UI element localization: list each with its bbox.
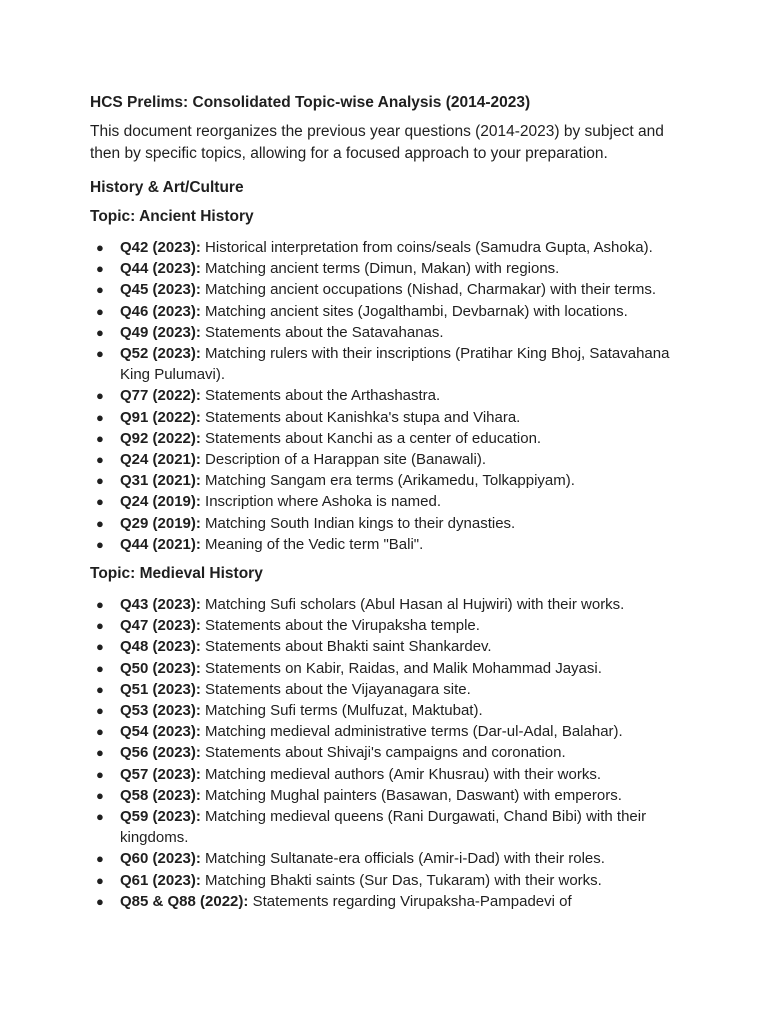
- list-item: [90, 279, 690, 300]
- question-label: Q46 (2023):: [120, 302, 201, 320]
- list-item: [90, 700, 690, 721]
- question-label: Q42 (2023):: [120, 239, 201, 256]
- question-label: Q59 (2023):: [120, 808, 201, 826]
- question-description: Statements about the Arthashastra.: [200, 387, 441, 405]
- question-label: Q49 (2023):: [120, 323, 201, 341]
- question-label: Q60 (2023):: [120, 850, 201, 868]
- list-item: [90, 385, 690, 406]
- bullet-icon: ●: [96, 681, 104, 697]
- bullet-icon: ●: [96, 851, 104, 867]
- question-description: Statements on Kabir, Raidas, and Malik Mohammad Jayasi.: [200, 659, 602, 677]
- bullet-icon: ●: [96, 409, 104, 425]
- question-description: Statements about the Vijayanagara site.: [200, 680, 471, 698]
- question-description: Description of a Harappan site (Banawali).: [200, 451, 487, 469]
- section-heading: History & Art/Culture: [90, 179, 244, 196]
- question-label: Q31 (2021):: [120, 472, 201, 490]
- topic-heading: Topic: Medieval History: [90, 565, 263, 583]
- question-description: Matching Sufi terms (Mulfuzat, Maktubat).: [200, 702, 483, 720]
- question-label: Q53 (2023):: [120, 702, 201, 720]
- list-item: [90, 658, 690, 679]
- question-description: Historical interpretation from coins/seals (Samudra Gupta, Ashoka).: [200, 239, 653, 256]
- question-description: Statements about Kanishka's stupa and Vihara.: [200, 408, 521, 426]
- question-label: Q85 & Q88 (2022):: [120, 892, 249, 910]
- bullet-icon: ●: [96, 703, 104, 719]
- list-item: [90, 428, 690, 449]
- bullet-icon: ●: [96, 282, 104, 298]
- question-list: [90, 594, 690, 912]
- list-item: [90, 764, 690, 785]
- question-description: Statements about Kanchi as a center of education.: [200, 429, 542, 447]
- question-label: Q45 (2023):: [120, 281, 201, 299]
- document-intro: This document reorganizes the previous year questions (2014-2023) by subject and then by specific topics, allowing for a focused approach to your preparation.: [90, 123, 664, 162]
- topic-heading: Topic: Ancient History: [90, 208, 254, 225]
- bullet-icon: ●: [96, 452, 104, 468]
- bullet-icon: ●: [96, 597, 104, 613]
- question-description: Inscription where Ashoka is named.: [200, 493, 441, 511]
- list-item: [90, 449, 690, 470]
- question-label: Q61 (2023):: [120, 871, 201, 889]
- list-item: [90, 636, 690, 657]
- question-description: Matching Sangam era terms (Arikamedu, Tolkappiyam).: [200, 472, 575, 490]
- question-label: Q51 (2023):: [120, 680, 201, 698]
- bullet-icon: ●: [96, 261, 104, 277]
- bullet-icon: ●: [96, 660, 104, 676]
- question-description: Matching ancient terms (Dimun, Makan) with regions.: [200, 260, 560, 278]
- question-list: [90, 237, 690, 555]
- question-label: Q44 (2023):: [120, 260, 201, 278]
- question-description: Statements about the Virupaksha temple.: [200, 617, 480, 635]
- question-description: Statements regarding Virupaksha-Pampadevi of: [248, 892, 572, 910]
- bullet-icon: ●: [96, 809, 104, 825]
- question-description: Matching Sultanate-era officials (Amir-i-Dad) with their roles.: [200, 850, 605, 868]
- list-item: [90, 870, 690, 891]
- question-label: Q24 (2019):: [120, 493, 201, 511]
- bullet-icon: ●: [96, 240, 104, 255]
- question-label: Q44 (2021):: [120, 535, 201, 553]
- question-label: Q50 (2023):: [120, 659, 201, 677]
- bullet-icon: ●: [96, 724, 104, 740]
- question-label: Q47 (2023):: [120, 617, 201, 635]
- bullet-icon: ●: [96, 388, 104, 404]
- question-label: Q91 (2022):: [120, 408, 201, 426]
- bullet-icon: ●: [96, 872, 104, 888]
- list-item: [90, 491, 690, 512]
- list-item: [90, 301, 690, 322]
- list-item: [90, 679, 690, 700]
- bullet-icon: ●: [96, 346, 104, 362]
- question-description: Matching medieval authors (Amir Khusrau) with their works.: [200, 765, 602, 783]
- document-page: [90, 92, 690, 920]
- bullet-icon: ●: [96, 430, 104, 446]
- bullet-icon: ●: [96, 303, 104, 319]
- topics-container: [90, 206, 690, 912]
- bullet-icon: ●: [96, 618, 104, 634]
- question-description: Statements about Bhakti saint Shankardev.: [200, 638, 492, 656]
- question-label: Q52 (2023):: [120, 345, 201, 363]
- question-label: Q24 (2021):: [120, 451, 201, 469]
- question-label: Q57 (2023):: [120, 765, 201, 783]
- question-description: Matching South Indian kings to their dynasties.: [200, 514, 516, 532]
- question-label: Q43 (2023):: [120, 596, 201, 614]
- bullet-icon: ●: [96, 473, 104, 489]
- list-item: [90, 806, 690, 848]
- question-description: Statements about the Satavahanas.: [200, 323, 444, 341]
- question-label: Q48 (2023):: [120, 638, 201, 656]
- bullet-icon: ●: [96, 515, 104, 531]
- list-item: [90, 742, 690, 763]
- list-item: [90, 721, 690, 742]
- question-description: Matching ancient occupations (Nishad, Charmakar) with their terms.: [200, 281, 657, 299]
- question-label: Q58 (2023):: [120, 786, 201, 804]
- bullet-icon: ●: [96, 494, 104, 510]
- list-item: [90, 785, 690, 806]
- list-item: [90, 534, 690, 555]
- list-item: [90, 848, 690, 869]
- question-description: Statements about Shivaji's campaigns and coronation.: [200, 744, 566, 762]
- list-item: [90, 594, 690, 615]
- question-label: Q92 (2022):: [120, 429, 201, 447]
- list-item: [90, 343, 690, 385]
- question-label: Q77 (2022):: [120, 387, 201, 405]
- question-description: Matching Bhakti saints (Sur Das, Tukaram) with their works.: [200, 871, 602, 889]
- list-item: [90, 470, 690, 491]
- list-item: [90, 615, 690, 636]
- question-description: Matching ancient sites (Jogalthambi, Devbarnak) with locations.: [200, 302, 628, 320]
- question-label: Q54 (2023):: [120, 723, 201, 741]
- bullet-icon: ●: [96, 324, 104, 340]
- question-description: Matching Sufi scholars (Abul Hasan al Hujwiri) with their works.: [200, 596, 625, 614]
- bullet-icon: ●: [96, 766, 104, 782]
- bullet-icon: ●: [96, 745, 104, 761]
- question-description: Matching Mughal painters (Basawan, Daswant) with emperors.: [200, 786, 622, 804]
- question-label: Q29 (2019):: [120, 514, 201, 532]
- question-label: Q56 (2023):: [120, 744, 201, 762]
- bullet-icon: ●: [96, 893, 104, 909]
- list-item: [90, 513, 690, 534]
- list-item: [90, 407, 690, 428]
- list-item: [90, 237, 690, 258]
- bullet-icon: ●: [96, 536, 104, 552]
- list-item: [90, 322, 690, 343]
- list-item: [90, 258, 690, 279]
- question-description: Matching medieval administrative terms (Dar-ul-Adal, Balahar).: [200, 723, 623, 741]
- document-title: HCS Prelims: Consolidated Topic-wise Analysis (2014-2023): [90, 94, 531, 111]
- list-item: [90, 891, 690, 912]
- question-description: Matching medieval queens (Rani Durgawati, Chand Bibi) with their kingdoms.: [120, 808, 647, 847]
- bullet-icon: ●: [96, 787, 104, 803]
- question-description: Matching rulers with their inscriptions (Pratihar King Bhoj, Satavahana King Pulumavi).: [120, 345, 670, 384]
- question-description: Meaning of the Vedic term "Bali".: [200, 535, 424, 553]
- bullet-icon: ●: [96, 639, 104, 655]
